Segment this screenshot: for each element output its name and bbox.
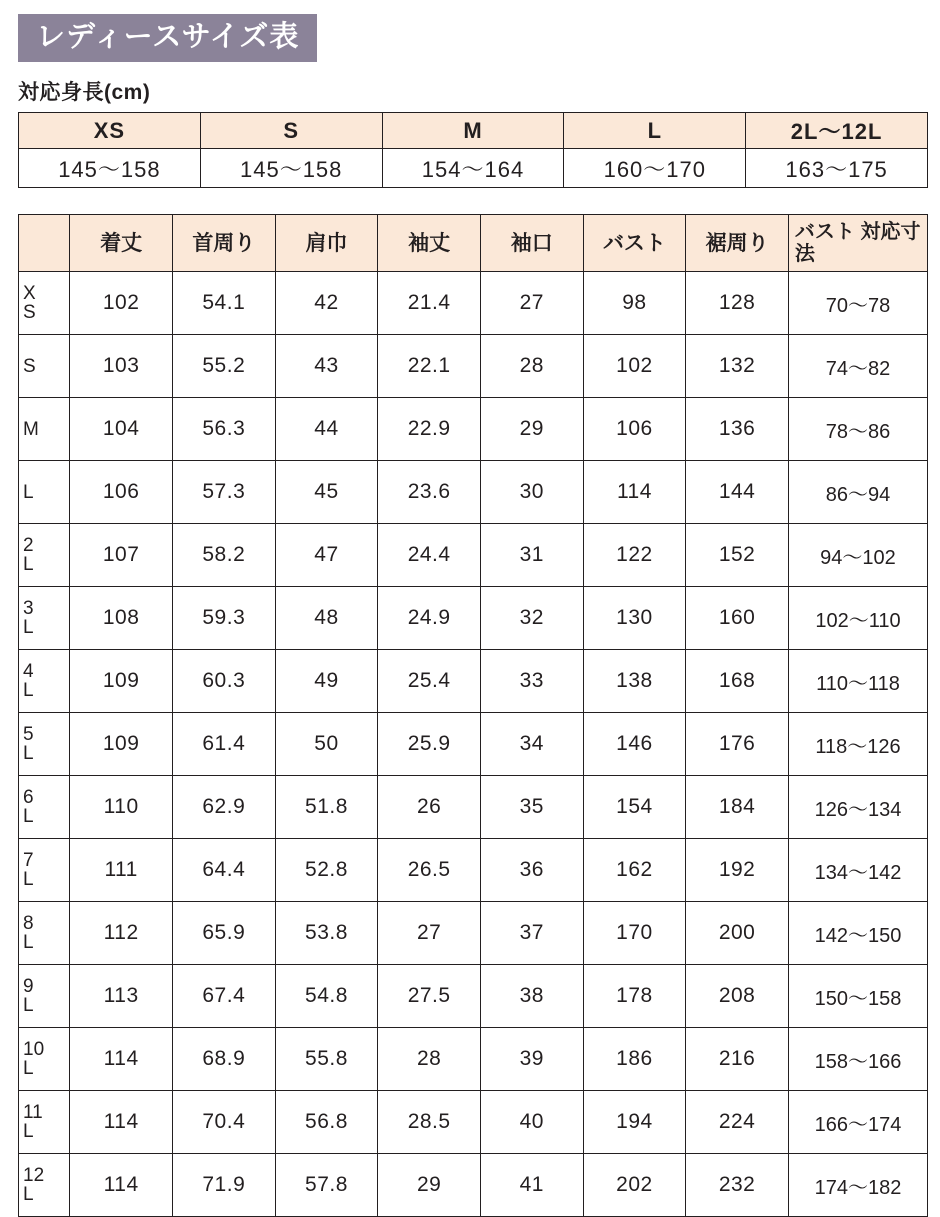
measurement-cell: 208	[686, 965, 789, 1028]
measurement-cell: 110	[70, 776, 173, 839]
height-header-cell: M	[382, 113, 564, 149]
row-size-label	[19, 1091, 70, 1154]
measurement-cell: 27	[378, 902, 481, 965]
measurement-cell: 162	[583, 839, 686, 902]
height-value-cell: 163〜175	[746, 149, 928, 188]
measurement-cell: 27	[480, 272, 583, 335]
row-size-label-line1: 5	[23, 724, 34, 746]
measurement-cell: 50	[275, 713, 378, 776]
row-size-label-line1: 12	[23, 1165, 45, 1187]
measurement-cell: 61.4	[172, 713, 275, 776]
row-size-label-line1: 4	[23, 661, 34, 683]
measurement-cell: 33	[480, 650, 583, 713]
bust-range-cell: 94〜102	[788, 524, 927, 587]
measurement-cell: 184	[686, 776, 789, 839]
height-section-heading: 対応身長(cm)	[18, 81, 151, 105]
table-row	[19, 1154, 928, 1217]
measurement-header-cell: バスト	[583, 215, 686, 272]
measurement-cell: 186	[583, 1028, 686, 1091]
row-size-label-line1: 9	[23, 976, 34, 998]
height-table-value-row	[19, 149, 928, 188]
measurement-cell: 114	[70, 1091, 173, 1154]
measurement-cell: 51.8	[275, 776, 378, 839]
measurement-cell: 109	[70, 713, 173, 776]
measurement-cell: 41	[480, 1154, 583, 1217]
measurement-cell: 44	[275, 398, 378, 461]
measurement-cell: 38	[480, 965, 583, 1028]
row-size-label-line2: L	[23, 743, 34, 765]
measurement-cell: 47	[275, 524, 378, 587]
row-size-label-line2: L	[23, 617, 34, 639]
row-size-label-line2: L	[23, 1058, 34, 1080]
measurement-cell: 68.9	[172, 1028, 275, 1091]
bust-range-cell: 126〜134	[788, 776, 927, 839]
measurement-cell: 136	[686, 398, 789, 461]
row-size-label-line1: 8	[23, 913, 34, 935]
measurement-cell: 22.9	[378, 398, 481, 461]
bust-range-cell: 74〜82	[788, 335, 927, 398]
table-row	[19, 1028, 928, 1091]
measurement-cell: 42	[275, 272, 378, 335]
measurement-header-cell: 袖口	[480, 215, 583, 272]
table-row	[19, 587, 928, 650]
measurement-cell: 62.9	[172, 776, 275, 839]
measurement-header-row	[19, 215, 928, 272]
height-value-cell: 160〜170	[564, 149, 746, 188]
table-row	[19, 398, 928, 461]
measurement-cell: 58.2	[172, 524, 275, 587]
measurement-cell: 146	[583, 713, 686, 776]
measurement-cell: 53.8	[275, 902, 378, 965]
row-size-label-line1: 7	[23, 850, 34, 872]
measurement-cell: 52.8	[275, 839, 378, 902]
row-size-label-line1: 6	[23, 787, 34, 809]
row-size-label	[19, 839, 70, 902]
measurement-cell: 21.4	[378, 272, 481, 335]
measurement-cell: 106	[70, 461, 173, 524]
measurement-cell: 64.4	[172, 839, 275, 902]
bust-range-header-line2: 対応寸法	[794, 221, 921, 266]
measurement-header-cell: 着丈	[70, 215, 173, 272]
measurement-cell: 168	[686, 650, 789, 713]
measurement-cell: 178	[583, 965, 686, 1028]
row-size-label-line2: L	[23, 554, 34, 576]
row-size-label	[19, 398, 70, 461]
measurement-cell: 56.8	[275, 1091, 378, 1154]
row-size-label	[19, 272, 70, 335]
table-row	[19, 713, 928, 776]
bust-range-cell: 70〜78	[788, 272, 927, 335]
bust-range-cell: 86〜94	[788, 461, 927, 524]
measurement-cell: 111	[70, 839, 173, 902]
measurement-cell: 98	[583, 272, 686, 335]
measurement-cell: 36	[480, 839, 583, 902]
measurement-cell: 160	[686, 587, 789, 650]
bust-range-header-line1: バスト	[794, 221, 855, 244]
measurement-cell: 54.1	[172, 272, 275, 335]
height-table	[18, 112, 928, 188]
measurement-cell: 45	[275, 461, 378, 524]
measurement-cell: 24.9	[378, 587, 481, 650]
measurement-cell: 107	[70, 524, 173, 587]
measurement-cell: 55.2	[172, 335, 275, 398]
bust-range-cell: 78〜86	[788, 398, 927, 461]
measurement-cell: 114	[70, 1028, 173, 1091]
height-value-cell: 145〜158	[19, 149, 201, 188]
table-row	[19, 776, 928, 839]
row-size-label-line2: L	[23, 680, 34, 702]
height-header-cell: L	[564, 113, 746, 149]
row-size-label-line2: L	[23, 932, 34, 954]
row-size-label	[19, 1028, 70, 1091]
row-size-label-line1: X	[23, 283, 36, 305]
measurement-cell: 232	[686, 1154, 789, 1217]
bust-range-cell: 166〜174	[788, 1091, 927, 1154]
measurement-cell: 25.4	[378, 650, 481, 713]
row-size-label	[19, 587, 70, 650]
bust-range-cell: 102〜110	[788, 587, 927, 650]
measurement-cell: 109	[70, 650, 173, 713]
height-value-cell: 154〜164	[382, 149, 564, 188]
measurement-header-cell: 袖丈	[378, 215, 481, 272]
measurement-cell: 114	[70, 1154, 173, 1217]
measurement-cell: 31	[480, 524, 583, 587]
measurement-cell: 26	[378, 776, 481, 839]
measurement-cell: 35	[480, 776, 583, 839]
height-header-cell: XS	[19, 113, 201, 149]
table-row	[19, 524, 928, 587]
table-row	[19, 965, 928, 1028]
measurement-cell: 37	[480, 902, 583, 965]
measurement-cell: 32	[480, 587, 583, 650]
measurement-cell: 154	[583, 776, 686, 839]
table-row	[19, 335, 928, 398]
measurement-cell: 104	[70, 398, 173, 461]
measurement-cell: 43	[275, 335, 378, 398]
measurement-cell: 28.5	[378, 1091, 481, 1154]
row-size-label-line2: L	[23, 1121, 34, 1143]
row-size-label-line1: S	[23, 355, 36, 377]
measurement-cell: 224	[686, 1091, 789, 1154]
measurement-cell: 54.8	[275, 965, 378, 1028]
height-value-cell: 145〜158	[200, 149, 382, 188]
measurement-cell: 22.1	[378, 335, 481, 398]
row-size-label	[19, 902, 70, 965]
height-header-cell: 2L〜12L	[746, 113, 928, 149]
row-size-label	[19, 1154, 70, 1217]
measurement-cell: 192	[686, 839, 789, 902]
row-size-label	[19, 461, 70, 524]
row-size-label-line2: L	[23, 995, 34, 1017]
measurement-cell: 57.8	[275, 1154, 378, 1217]
table-row	[19, 902, 928, 965]
row-size-label-line2: L	[23, 869, 34, 891]
table-row	[19, 1091, 928, 1154]
height-table-header-row	[19, 113, 928, 149]
row-size-label	[19, 776, 70, 839]
measurement-cell: 130	[583, 587, 686, 650]
measurement-cell: 113	[70, 965, 173, 1028]
measurement-cell: 200	[686, 902, 789, 965]
bust-range-cell: 158〜166	[788, 1028, 927, 1091]
measurement-cell: 49	[275, 650, 378, 713]
height-header-cell: S	[200, 113, 382, 149]
row-size-label-line1: 3	[23, 598, 34, 620]
measurement-cell: 152	[686, 524, 789, 587]
bust-range-cell: 150〜158	[788, 965, 927, 1028]
page-title: レディースサイズ表	[18, 14, 317, 62]
measurement-cell: 24.4	[378, 524, 481, 587]
bust-range-cell: 118〜126	[788, 713, 927, 776]
measurement-cell: 29	[480, 398, 583, 461]
measurement-cell: 56.3	[172, 398, 275, 461]
row-size-label-line1: 11	[23, 1102, 43, 1124]
measurement-cell: 71.9	[172, 1154, 275, 1217]
bust-range-cell: 110〜118	[788, 650, 927, 713]
bust-range-cell: 142〜150	[788, 902, 927, 965]
measurement-header-corner	[19, 215, 70, 272]
bust-range-cell: 174〜182	[788, 1154, 927, 1217]
measurement-cell: 138	[583, 650, 686, 713]
measurement-cell: 55.8	[275, 1028, 378, 1091]
table-row	[19, 839, 928, 902]
measurement-cell: 27.5	[378, 965, 481, 1028]
measurement-header-cell: 肩巾	[275, 215, 378, 272]
measurement-cell: 30	[480, 461, 583, 524]
row-size-label-line1: 2	[23, 535, 34, 557]
measurement-cell: 170	[583, 902, 686, 965]
measurement-cell: 216	[686, 1028, 789, 1091]
row-size-label	[19, 650, 70, 713]
measurement-cell: 122	[583, 524, 686, 587]
measurement-cell: 26.5	[378, 839, 481, 902]
measurement-cell: 106	[583, 398, 686, 461]
row-size-label	[19, 713, 70, 776]
measurement-cell: 48	[275, 587, 378, 650]
measurement-cell: 59.3	[172, 587, 275, 650]
table-row	[19, 272, 928, 335]
measurement-cell: 194	[583, 1091, 686, 1154]
measurement-cell: 176	[686, 713, 789, 776]
measurement-cell: 65.9	[172, 902, 275, 965]
measurement-cell: 28	[378, 1028, 481, 1091]
measurement-cell: 144	[686, 461, 789, 524]
row-size-label-line1: L	[23, 481, 34, 503]
row-size-label	[19, 524, 70, 587]
row-size-label-line2: L	[23, 1184, 34, 1206]
measurement-table	[18, 214, 928, 1217]
measurement-cell: 67.4	[172, 965, 275, 1028]
measurement-cell: 102	[70, 272, 173, 335]
measurement-cell: 202	[583, 1154, 686, 1217]
measurement-cell: 39	[480, 1028, 583, 1091]
row-size-label	[19, 965, 70, 1028]
measurement-header-cell: 首周り	[172, 215, 275, 272]
measurement-cell: 108	[70, 587, 173, 650]
measurement-cell: 103	[70, 335, 173, 398]
row-size-label-line2: L	[23, 806, 34, 828]
measurement-cell: 29	[378, 1154, 481, 1217]
measurement-cell: 23.6	[378, 461, 481, 524]
table-row	[19, 461, 928, 524]
measurement-cell: 40	[480, 1091, 583, 1154]
measurement-cell: 57.3	[172, 461, 275, 524]
measurement-cell: 34	[480, 713, 583, 776]
measurement-header-cell-bust-range	[788, 215, 927, 272]
measurement-cell: 112	[70, 902, 173, 965]
measurement-cell: 132	[686, 335, 789, 398]
measurement-cell: 25.9	[378, 713, 481, 776]
measurement-cell: 28	[480, 335, 583, 398]
bust-range-cell: 134〜142	[788, 839, 927, 902]
measurement-cell: 128	[686, 272, 789, 335]
row-size-label-line2: S	[23, 302, 36, 324]
row-size-label-line1: M	[23, 418, 39, 440]
measurement-cell: 60.3	[172, 650, 275, 713]
table-row	[19, 650, 928, 713]
row-size-label-line1: 10	[23, 1039, 45, 1061]
row-size-label	[19, 335, 70, 398]
measurement-cell: 70.4	[172, 1091, 275, 1154]
measurement-header-cell: 裾周り	[686, 215, 789, 272]
measurement-cell: 102	[583, 335, 686, 398]
measurement-cell: 114	[583, 461, 686, 524]
